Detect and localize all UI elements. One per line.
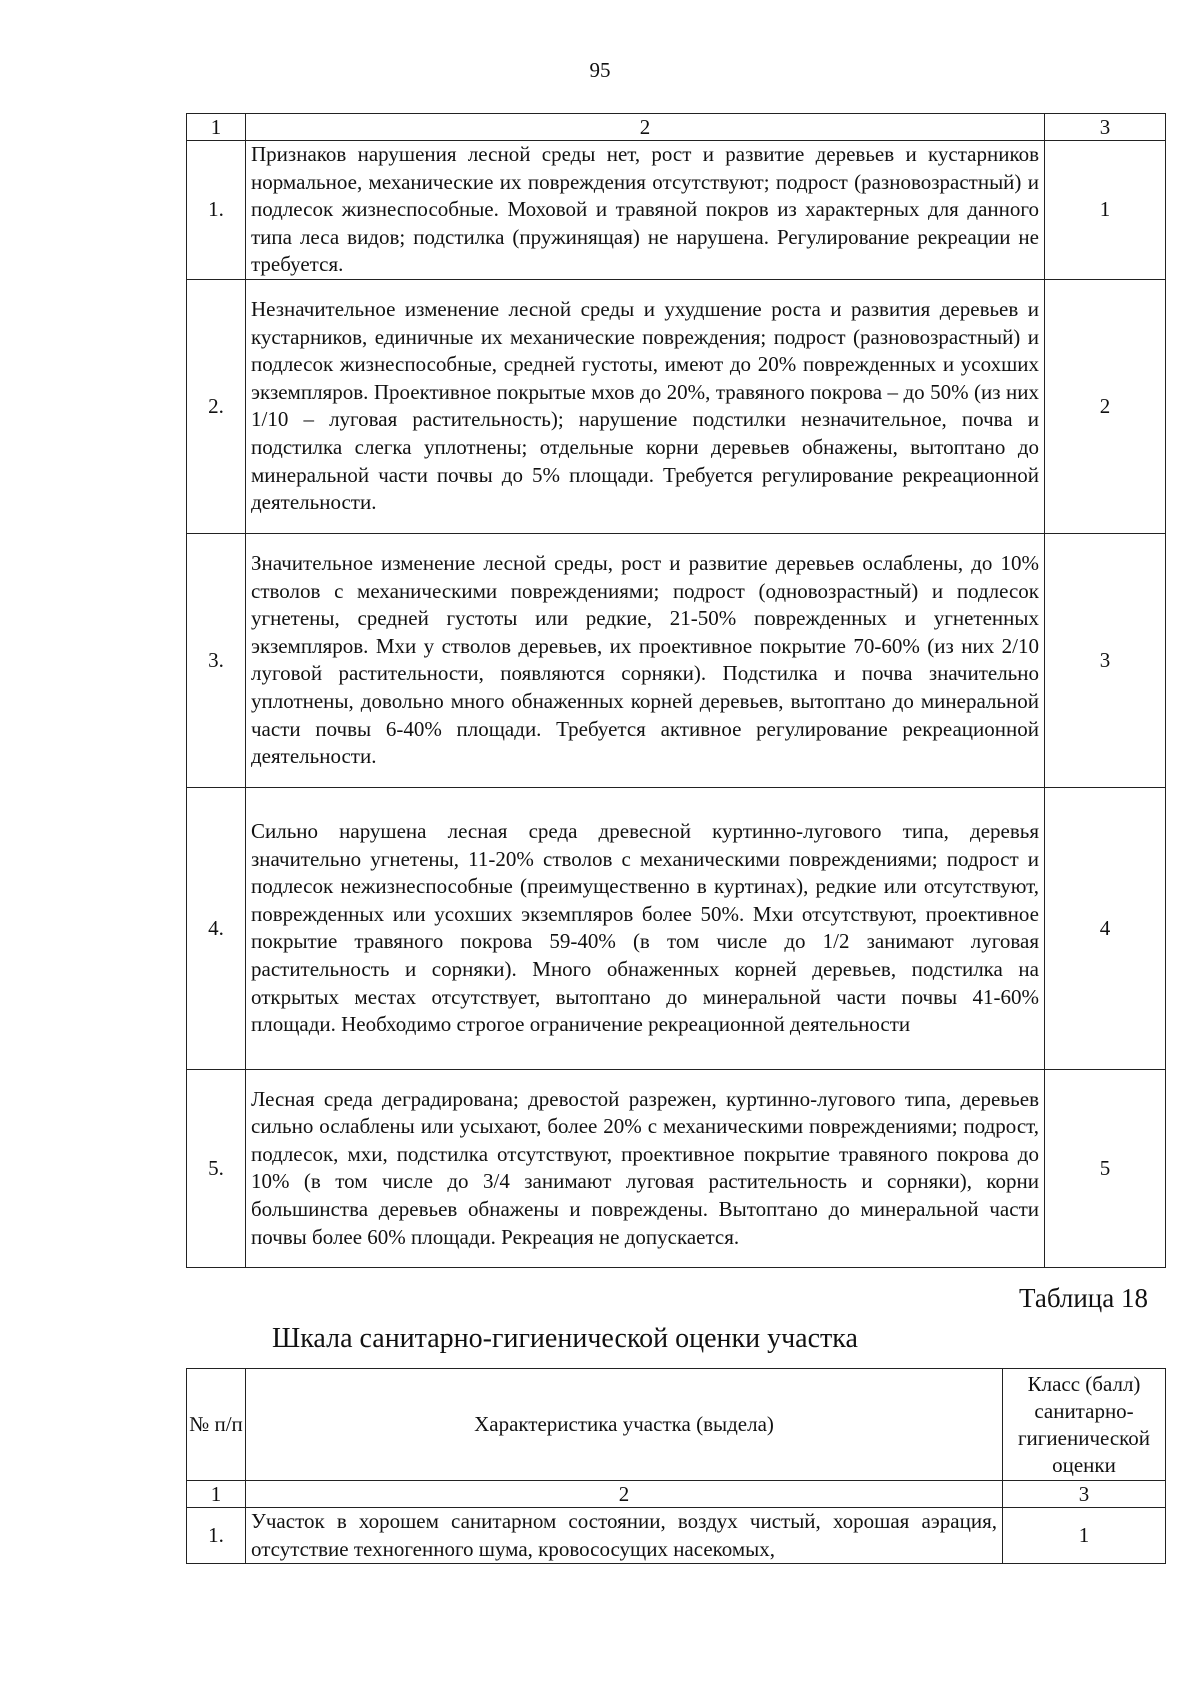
sanitary-hygienic-table: [186, 1368, 1166, 1564]
row-number: 1.: [187, 1508, 246, 1564]
row-number: 3.: [187, 533, 246, 787]
page-number: 95: [589, 58, 611, 82]
table-label: Таблица 18: [1019, 1283, 1148, 1313]
row-score: 5: [1045, 1069, 1166, 1267]
table-row: [187, 533, 1166, 787]
index-cell-2: 2: [246, 114, 1045, 141]
row-description: Лесная среда деградирована; древостой разрежен, куртинно-лугового типа, деревьев сильно ослаблены или усыхают, более 20% с механическими повреждениями; подрост, подлесок, мхи, подстилка отсутствуют, проективное покрытие травяного покрова до 10% (в том числе до 3/4 занимают луговая растительность и сорняки), корни большинства деревьев обнажены и повреждены. Вытоптано до минеральной части почвы более 60% площади. Рекреация не допускается.: [246, 1069, 1045, 1267]
column-header-class: Класс (балл) санитарно-гигиенической оценки: [1003, 1369, 1166, 1481]
table-row: [187, 1069, 1166, 1267]
table-header-row: [187, 1369, 1166, 1481]
row-description: Участок в хорошем санитарном состоянии, воздух чистый, хорошая аэрация, отсутствие техногенного шума, кровососущих насекомых,: [246, 1508, 1003, 1564]
table-row: [187, 787, 1166, 1069]
row-description: Признаков нарушения лесной среды нет, рост и развитие деревьев и кустарников нормальное, механические их повреждения отсутствуют; подрост (разновозрастный) и подлесок жизнеспособные. Моховой и травяной покров из характерных для данного типа леса видов; подстилка (пружинящая) не нарушена. Регулирование рекреации не требуется.: [246, 141, 1045, 280]
recreation-digression-table: [186, 113, 1166, 1268]
row-number: 2.: [187, 279, 246, 533]
table-row: [187, 141, 1166, 280]
row-number: 1.: [187, 141, 246, 280]
index-cell-2: 2: [246, 1481, 1003, 1508]
table-title: Шкала санитарно-гигиенической оценки участка: [272, 1323, 858, 1354]
table-index-row: [187, 114, 1166, 141]
row-score: 1: [1045, 141, 1166, 280]
row-number: 5.: [187, 1069, 246, 1267]
row-description: Значительное изменение лесной среды, рост и развитие деревьев ослаблены, до 10% стволов с механическими повреждениями; подрост (одновозрастный) и подлесок угнетены, средней густоты или редкие, 21-50% поврежденных и угнетенных экземпляров. Мхи у стволов деревьев, их проективное покрытие 70-60% (из них 2/10 луговой растительности, появляются сорняки). Подстилка и почва значительно уплотнены, довольно много обнаженных корней деревьев, вытоптано до минеральной части почвы 6-40% площади. Требуется активное регулирование рекреационной деятельности.: [246, 533, 1045, 787]
index-cell-3: 3: [1045, 114, 1166, 141]
table-row: [187, 279, 1166, 533]
row-score: 4: [1045, 787, 1166, 1069]
column-header-number: № п/п: [187, 1369, 246, 1481]
index-cell-1: 1: [187, 1481, 246, 1508]
row-description: Незначительное изменение лесной среды и ухудшение роста и развития деревьев и кустарников, единичные их механические повреждения; подрост (разновозрастный) и подлесок жизнеспособные, средней густоты, имеют до 20% поврежденных и усохших экземпляров. Проективное покрытые мхов до 20%, травяного покрова – до 50% (из них 1/10 – луговая растительность); нарушение подстилки незначительное, почва и подстилка слегка уплотнены; отдельные корни деревьев обнажены, вытоптано до минеральной части почвы до 5% площади. Требуется регулирование рекреационной деятельности.: [246, 279, 1045, 533]
index-cell-1: 1: [187, 114, 246, 141]
table-row: [187, 1508, 1166, 1564]
row-description: Сильно нарушена лесная среда древесной куртинно-лугового типа, деревья значительно угнетены, 11-20% стволов с механическими повреждениями; подрост и подлесок нежизнеспособные (преимущественно в куртинах), редкие или отсутствуют, поврежденных или усохших экземпляров более 50%. Мхи отсутствуют, проективное покрытие травяного покрова 59-40% (в том числе до 1/2 занимают луговая растительность и сорняки). Много обнаженных корней деревьев, подстилка на открытых местах отсутствует, вытоптано до минеральной части почвы 41-60% площади. Необходимо строгое ограничение рекреационной деятельности: [246, 787, 1045, 1069]
row-score: 3: [1045, 533, 1166, 787]
row-score: 1: [1003, 1508, 1166, 1564]
row-score: 2: [1045, 279, 1166, 533]
column-header-characteristic: Характеристика участка (выдела): [246, 1369, 1003, 1481]
table-index-row: [187, 1481, 1166, 1508]
index-cell-3: 3: [1003, 1481, 1166, 1508]
row-number: 4.: [187, 787, 246, 1069]
